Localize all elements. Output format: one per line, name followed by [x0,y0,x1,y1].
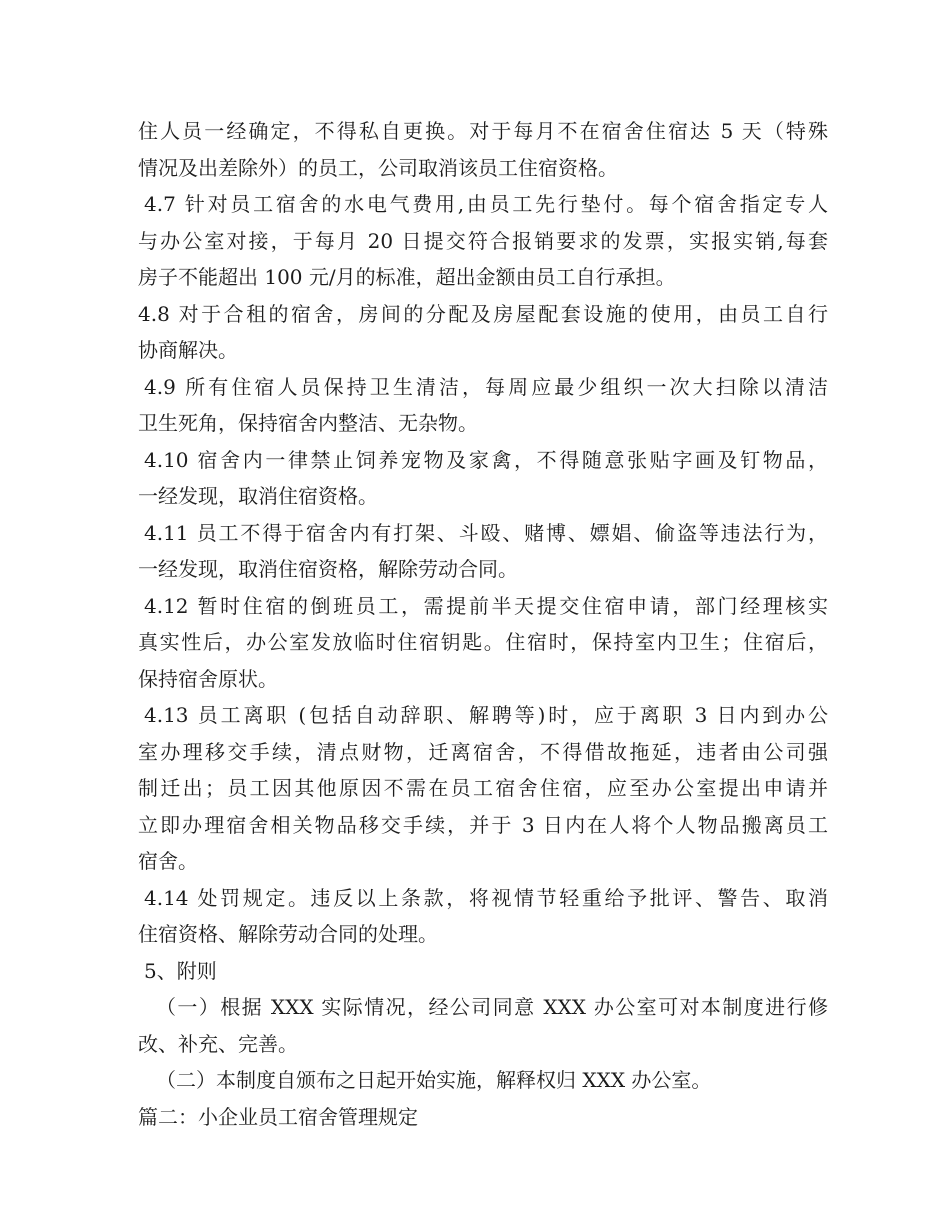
text-line: 保持宿舍原状。 [138,666,278,691]
text-line: 4.8 对于合租的宿舍，房间的分配及房屋配套设施的使用，由员工自行 [138,301,828,326]
text-line: 情况及出差除外）的员工，公司取消该员工住宿资格。 [138,155,618,180]
text-line: 房子不能超出 100 元/月的标准，超出金额由员工自行承担。 [138,265,676,289]
chapter-title: 篇二：小企业员工宿舍管理规定 [138,1104,418,1129]
text-line: 宿舍。 [138,849,198,873]
text-line: 一经发现，取消住宿资格。 [138,484,378,508]
text-line: 一经发现，取消住宿资格，解除劳动合同。 [138,557,518,581]
text-line: 4.7 针对员工宿舍的水电气费用,由员工先行垫付。每个宿舍指定专人 [144,192,828,216]
text-line: 改、补充、完善。 [138,1031,298,1056]
text-line: 4.13 员工离职 (包括自动辞职、解聘等)时，应于离职 3 日内到办公 [144,703,828,727]
text-line: （一）根据 XXX 实际情况，经公司同意 XXX 办公室可对本制度进行修 [156,995,828,1019]
text-line: 制迁出；员工因其他原因不需在员工宿舍住宿，应至办公室提出申请并 [138,776,828,800]
text-line: 4.12 暂时住宿的倒班员工，需提前半天提交住宿申请，部门经理核实 [144,593,828,618]
text-line: 立即办理宿舍相关物品移交手续，并于 3 日内在人将个人物品搬离员工 [138,812,828,837]
text-line: 4.9 所有住宿人员保持卫生清洁，每周应最少组织一次大扫除以清洁 [144,374,828,399]
text-line: 4.14 处罚规定。违反以上条款，将视情节轻重给予批评、警告、取消 [144,885,828,910]
text-line: （二）本制度自颁布之日起开始实施，解释权归 XXX 办公室。 [156,1068,712,1092]
section-heading: 5、附则 [144,958,217,983]
text-line: 住人员一经确定，不得私自更换。对于每月不在宿舍住宿达 5 天（特殊 [138,119,828,143]
text-line: 协商解决。 [138,338,238,362]
text-line: 住宿资格、解除劳动合同的处理。 [138,922,438,946]
text-line: 4.10 宿舍内一律禁止饲养宠物及家禽，不得随意张贴字画及钉物品， [144,447,828,472]
text-line: 4.11 员工不得于宿舍内有打架、斗殴、赌博、嫖娼、偷盗等违法行为， [144,520,828,545]
text-line: 室办理移交手续，清点财物，迁离宿舍，不得借故拖延，违者由公司强 [138,739,828,764]
text-line: 与办公室对接，于每月 20 日提交符合报销要求的发票，实报实销,每套 [138,228,828,253]
text-line: 卫生死角，保持宿舍内整洁、无杂物。 [138,411,478,435]
document-body [138,113,828,1135]
text-line: 真实性后，办公室发放临时住宿钥匙。住宿时，保持室内卫生；住宿后， [138,630,828,654]
